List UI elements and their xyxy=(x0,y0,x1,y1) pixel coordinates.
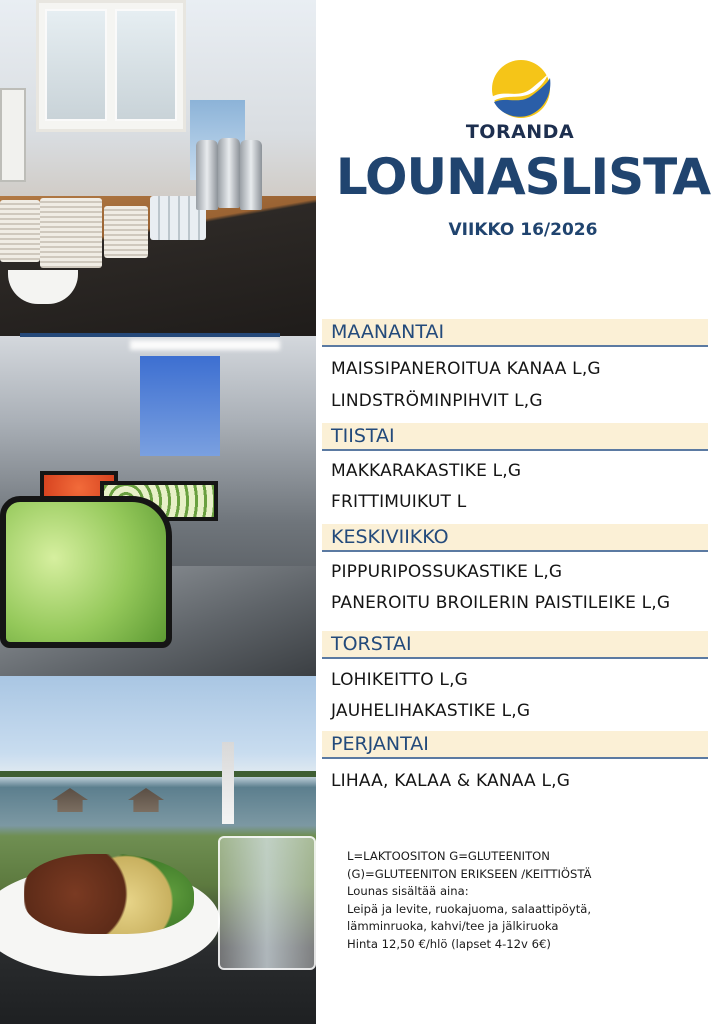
brand-name: TORANDA xyxy=(465,121,575,143)
lakeside-lunch-photo xyxy=(0,676,316,1024)
day-label: MAANANTAI xyxy=(331,321,445,343)
dish-item: LINDSTRÖMINPIHVIT L,G xyxy=(331,391,543,411)
photo-column xyxy=(0,0,316,1024)
page-title: LOUNASLISTA xyxy=(335,148,711,206)
day-header-monday xyxy=(322,319,708,347)
shoreline xyxy=(0,771,316,777)
toranda-logo-icon xyxy=(486,58,556,120)
shelter-hut xyxy=(52,788,88,812)
salad-bar-photo xyxy=(0,336,316,676)
ceiling-light xyxy=(130,340,280,350)
buffet-counter-photo xyxy=(0,0,316,336)
plate-stack xyxy=(0,200,40,262)
day-label: KESKIVIIKKO xyxy=(331,526,449,548)
price-line: Hinta 12,50 €/hlö (lapset 4-12v 6€) xyxy=(347,936,551,951)
photo-divider xyxy=(20,333,280,337)
water-glass xyxy=(218,836,316,970)
lettuce-tray xyxy=(0,496,172,648)
info-line: lämminruoka, kahvi/tee ja jälkiruoka xyxy=(347,919,559,934)
day-label: TIISTAI xyxy=(331,425,395,447)
day-header-tuesday xyxy=(322,423,708,451)
plate-stack xyxy=(104,206,148,258)
dish-item: LIHAA, KALAA & KANAA L,G xyxy=(331,771,571,791)
coffee-urn xyxy=(196,140,218,210)
dish-item: JAUHELIHAKASTIKE L,G xyxy=(331,701,531,721)
coffee-urn xyxy=(240,140,262,210)
day-label: TORSTAI xyxy=(331,633,412,655)
dish-item: MAISSIPANEROITUA KANAA L,G xyxy=(331,359,601,379)
day-label: PERJANTAI xyxy=(331,733,429,755)
day-header-friday xyxy=(322,731,708,759)
shelter-hut xyxy=(128,788,164,812)
coffee-urn xyxy=(218,138,240,208)
info-line: L=LAKTOOSITON G=GLUTEENITON xyxy=(347,849,550,863)
info-line: (G)=GLUTEENITON ERIKSEEN /KEITTIÖSTÄ xyxy=(347,866,592,881)
week-label: VIIKKO 16/2026 xyxy=(448,220,598,240)
dish-item: MAKKARAKASTIKE L,G xyxy=(331,461,522,481)
plate-stack xyxy=(40,198,102,268)
dish-item: LOHIKEITTO L,G xyxy=(331,670,469,690)
info-line: Lounas sisältää aina: xyxy=(347,884,469,899)
info-block xyxy=(347,848,647,954)
wall-notice xyxy=(0,88,26,182)
window xyxy=(140,356,220,456)
glass-cabinet xyxy=(36,0,186,132)
day-header-wednesday xyxy=(322,524,708,552)
food xyxy=(24,854,194,934)
day-header-thursday xyxy=(322,631,708,659)
dish-item: FRITTIMUIKUT L xyxy=(331,492,467,512)
dish-item: PIPPURIPOSSUKASTIKE L,G xyxy=(331,562,563,582)
info-line: Leipä ja levite, ruokajuoma, salaattipöytä, xyxy=(347,901,592,916)
lighthouse xyxy=(222,742,234,824)
dish-item: PANEROITU BROILERIN PAISTILEIKE L,G xyxy=(331,593,671,613)
